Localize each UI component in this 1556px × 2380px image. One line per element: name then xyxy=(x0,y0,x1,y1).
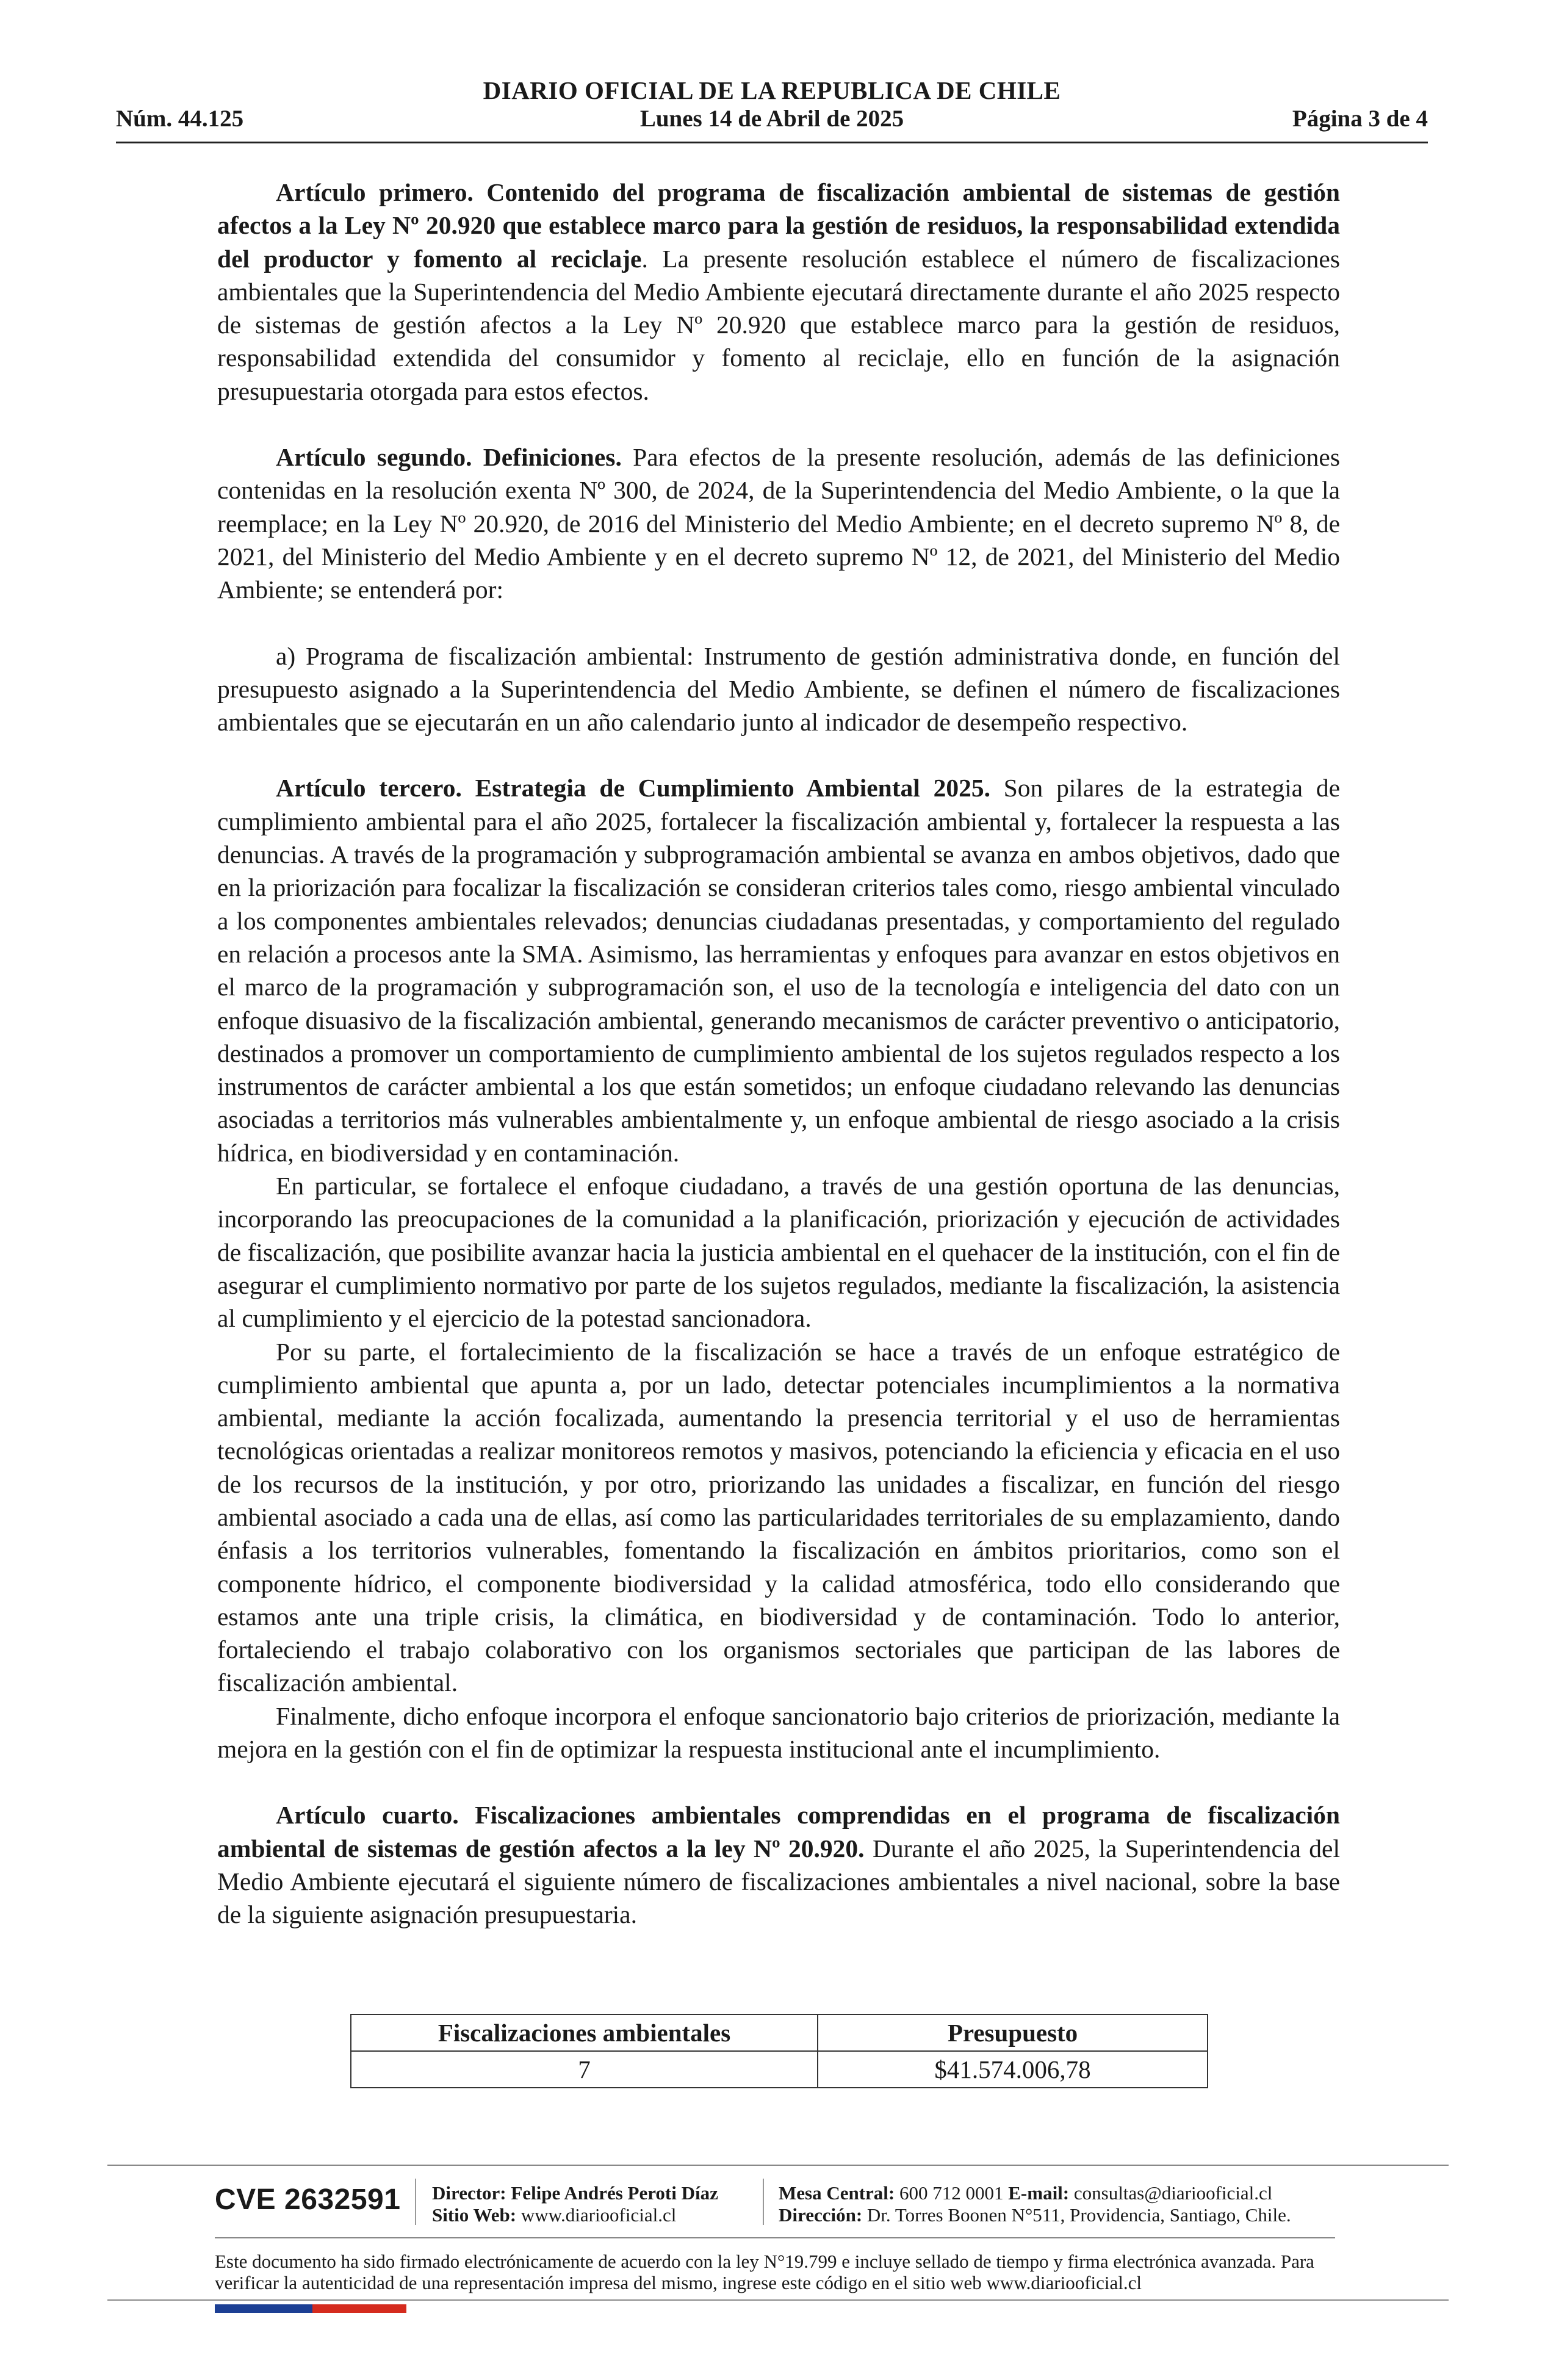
footer-divider-middle xyxy=(215,2237,1335,2238)
article-first xyxy=(217,176,1340,408)
article-first-text: . La presente resolución establece el número de fiscalizaciones ambientales que la Superintendencia del Medio Ambiente ejecutará directamente durante el año 2025 respecto de sistemas de gestión afectos a la Ley Nº 20.920 que establece marco para la gestión de residuos, responsabilidad extendida del consumidor y fomento al reciclaje, ello en función de la asignación presupuestaria otorgada para estos efectos. xyxy=(217,244,1340,405)
journal-title: DIARIO OFICIAL DE LA REPUBLICA DE CHILE xyxy=(483,76,1061,104)
table-header-row xyxy=(351,2014,1208,2051)
footer-contact-block xyxy=(779,2182,1291,2226)
footer-separator xyxy=(763,2179,764,2225)
table-header-budget: Presupuesto xyxy=(818,2014,1208,2051)
article-third-paragraph-4: Finalmente, dicho enfoque incorpora el enfoque sancionatorio bajo criterios de priorización, mediante la mejora en la gestión con el fin de optimizar la respuesta institucional ante el incumplimiento. xyxy=(217,1701,1340,1764)
budget-table xyxy=(350,2014,1208,2088)
legal-notice: Este documento ha sido firmado electrónicamente de acuerdo con la ley N°19.799 e incluye sellado de tiempo y firma electrónica avanzada. Para verificar la autenticidad de una representación impresa del mismo, ingrese este código en el sitio web www.diariooficial.cl xyxy=(215,2251,1314,2293)
article-second-item-a: a) Programa de fiscalización ambiental: Instrumento de gestión administrativa donde, en función del presupuesto asignado a la Superintendencia del Medio Ambiente, se definen el número de fiscalizaciones ambientales que se ejecutarán en un año calendario junto al indicador de desempeño respectivo. xyxy=(217,641,1340,737)
article-fourth-text: Durante el año 2025, la Superintendencia del Medio Ambiente ejecutará el siguiente número de fiscalizaciones ambientales a nivel nacional, sobre la base de la siguiente asignación presupuestaria. xyxy=(217,1834,1340,1929)
article-third-heading: Artículo tercero. Estrategia de Cumplimiento Ambiental 2025. xyxy=(276,774,990,802)
footer-divider-bottom xyxy=(107,2299,1449,2301)
article-third-paragraph-2: En particular, se fortalece el enfoque ciudadano, a través de una gestión oportuna de las denuncias, incorporando las preocupaciones de la comunidad a la planificación, priorización y ejecución de actividades de fiscalización, que posibilite avanzar hacia la justicia ambiental en el quehacer de la institución, con el fin de asegurar el cumplimiento normativo por parte de los sujetos regulados, mediante la fiscalización, la asistencia al cumplimiento y el ejercicio de la potestad sancionadora. xyxy=(217,1172,1340,1333)
footer-separator xyxy=(415,2179,416,2225)
footer-director-block xyxy=(432,2182,718,2226)
article-fourth xyxy=(217,1798,1340,1931)
table-header-inspections: Fiscalizaciones ambientales xyxy=(351,2014,818,2051)
issue-number: Núm. 44.125 xyxy=(116,106,244,132)
article-third xyxy=(217,771,1340,1169)
article-second-heading: Artículo segundo. Definiciones. xyxy=(276,443,622,472)
flag-stripe-blue xyxy=(215,2304,312,2313)
flag-stripe-red xyxy=(312,2304,406,2313)
page-number: Página 3 de 4 xyxy=(1292,106,1428,132)
article-third-text: Son pilares de la estrategia de cumplimiento ambiental para el año 2025, fortalecer la fiscalización ambiental y, fortalecer la respuesta a las denuncias. A través de la programación y subprogramación ambiental se avanza en ambos objetivos, dado que en la priorización para focalizar la fiscalización se consideran criterios tales como, riesgo ambiental vinculado a los componentes ambientales relevados; denuncias ciudadanas presentadas, y comportamiento del regulado en relación a procesos ante la SMA. Asimismo, las herramientas y enfoques para avanzar en estos objetivos en el marco de la programación y subprogramación son, el uso de la tecnología e inteligencia del dato con un enfoque disuasivo de la fiscalización ambiental, generando mecanismos de carácter preventivo o anticipatorio, destinados a promover un comportamiento de cumplimiento ambiental de los sujetos regulados respecto a los instrumentos de carácter ambiental a los que están sometidos; un enfoque ciudadano relevando las denuncias asociadas a territorios más vulnerables ambientalmente y, un enfoque ambiental de riesgo asociado a la crisis hídrica, en biodiversidad y en contaminación. xyxy=(217,774,1340,1167)
footer-phone-email: Mesa Central: 600 712 0001 E-mail: consultas@diariooficial.cl xyxy=(779,2182,1273,2204)
article-second xyxy=(217,441,1340,606)
cve-code: CVE 2632591 xyxy=(215,2183,401,2216)
article-third-paragraph-3: Por su parte, el fortalecimiento de la fiscalización se hace a través de un enfoque estratégico de cumplimiento ambiental que apunta a, por un lado, detectar potenciales incumplimientos a la normativa ambiental, mediante la acción focalizada, aumentando la presencia territorial y el uso de herramientas tecnológicas orientadas a realizar monitoreos remotos y masivos, potenciando la eficiencia y eficacia en el uso de los recursos de la institución, y por otro, priorizando las unidades a fiscalizar, en función del riesgo ambiental asociado a cada una de ellas, así como las particularidades territoriales de su emplazamiento, dando énfasis a los territorios vulnerables, fomentando la fiscalización en ámbitos prioritarios, como son el componente hídrico, el componente biodiversidad y la calidad atmosférica, todo ello considerando que estamos ante una triple crisis, la climática, en biodiversidad y de contaminación. Todo lo anterior, fortaleciendo el trabajo colaborativo con los organismos sectoriales que participan de las labores de fiscalización ambiental. xyxy=(217,1337,1340,1697)
article-second-text: Para efectos de la presente resolución, además de las definiciones contenidas en la resolución exenta Nº 300, de 2024, de la Superintendencia del Medio Ambiente, o la que la reemplace; en la Ley Nº 20.920, de 2016 del Ministerio del Medio Ambiente; en el decreto supremo Nº 8, de 2021, del Ministerio del Medio Ambiente y en el decreto supremo Nº 12, de 2021, del Ministerio del Medio Ambiente; se entenderá por: xyxy=(217,443,1341,604)
footer-website: Sitio Web: www.diariooficial.cl xyxy=(432,2204,677,2226)
footer-divider-top xyxy=(107,2165,1449,2166)
article-first-heading: Artículo primero. Contenido del programa de fiscalización ambiental de sistemas de gestión afectos a la Ley Nº 20.920 que establece marco para la gestión de residuos, la responsabilidad extendida del productor y fomento al reciclaje xyxy=(217,178,1340,273)
footer-address: Dirección: Dr. Torres Boonen N°511, Providencia, Santiago, Chile. xyxy=(779,2204,1291,2226)
document-body xyxy=(217,176,1340,1931)
issue-date: Lunes 14 de Abril de 2025 xyxy=(639,106,904,132)
table-row xyxy=(351,2051,1208,2088)
table-cell-inspections: 7 xyxy=(351,2051,818,2088)
article-fourth-heading: Artículo cuarto. Fiscalizaciones ambientales comprendidas en el programa de fiscalización ambiental de sistemas de gestión afectos a la ley Nº 20.920. xyxy=(217,1801,1340,1863)
table-cell-budget: $41.574.006,78 xyxy=(818,2051,1208,2088)
page-header xyxy=(116,73,1428,148)
footer-director: Director: Felipe Andrés Peroti Díaz xyxy=(432,2182,718,2204)
header-divider xyxy=(116,142,1428,143)
